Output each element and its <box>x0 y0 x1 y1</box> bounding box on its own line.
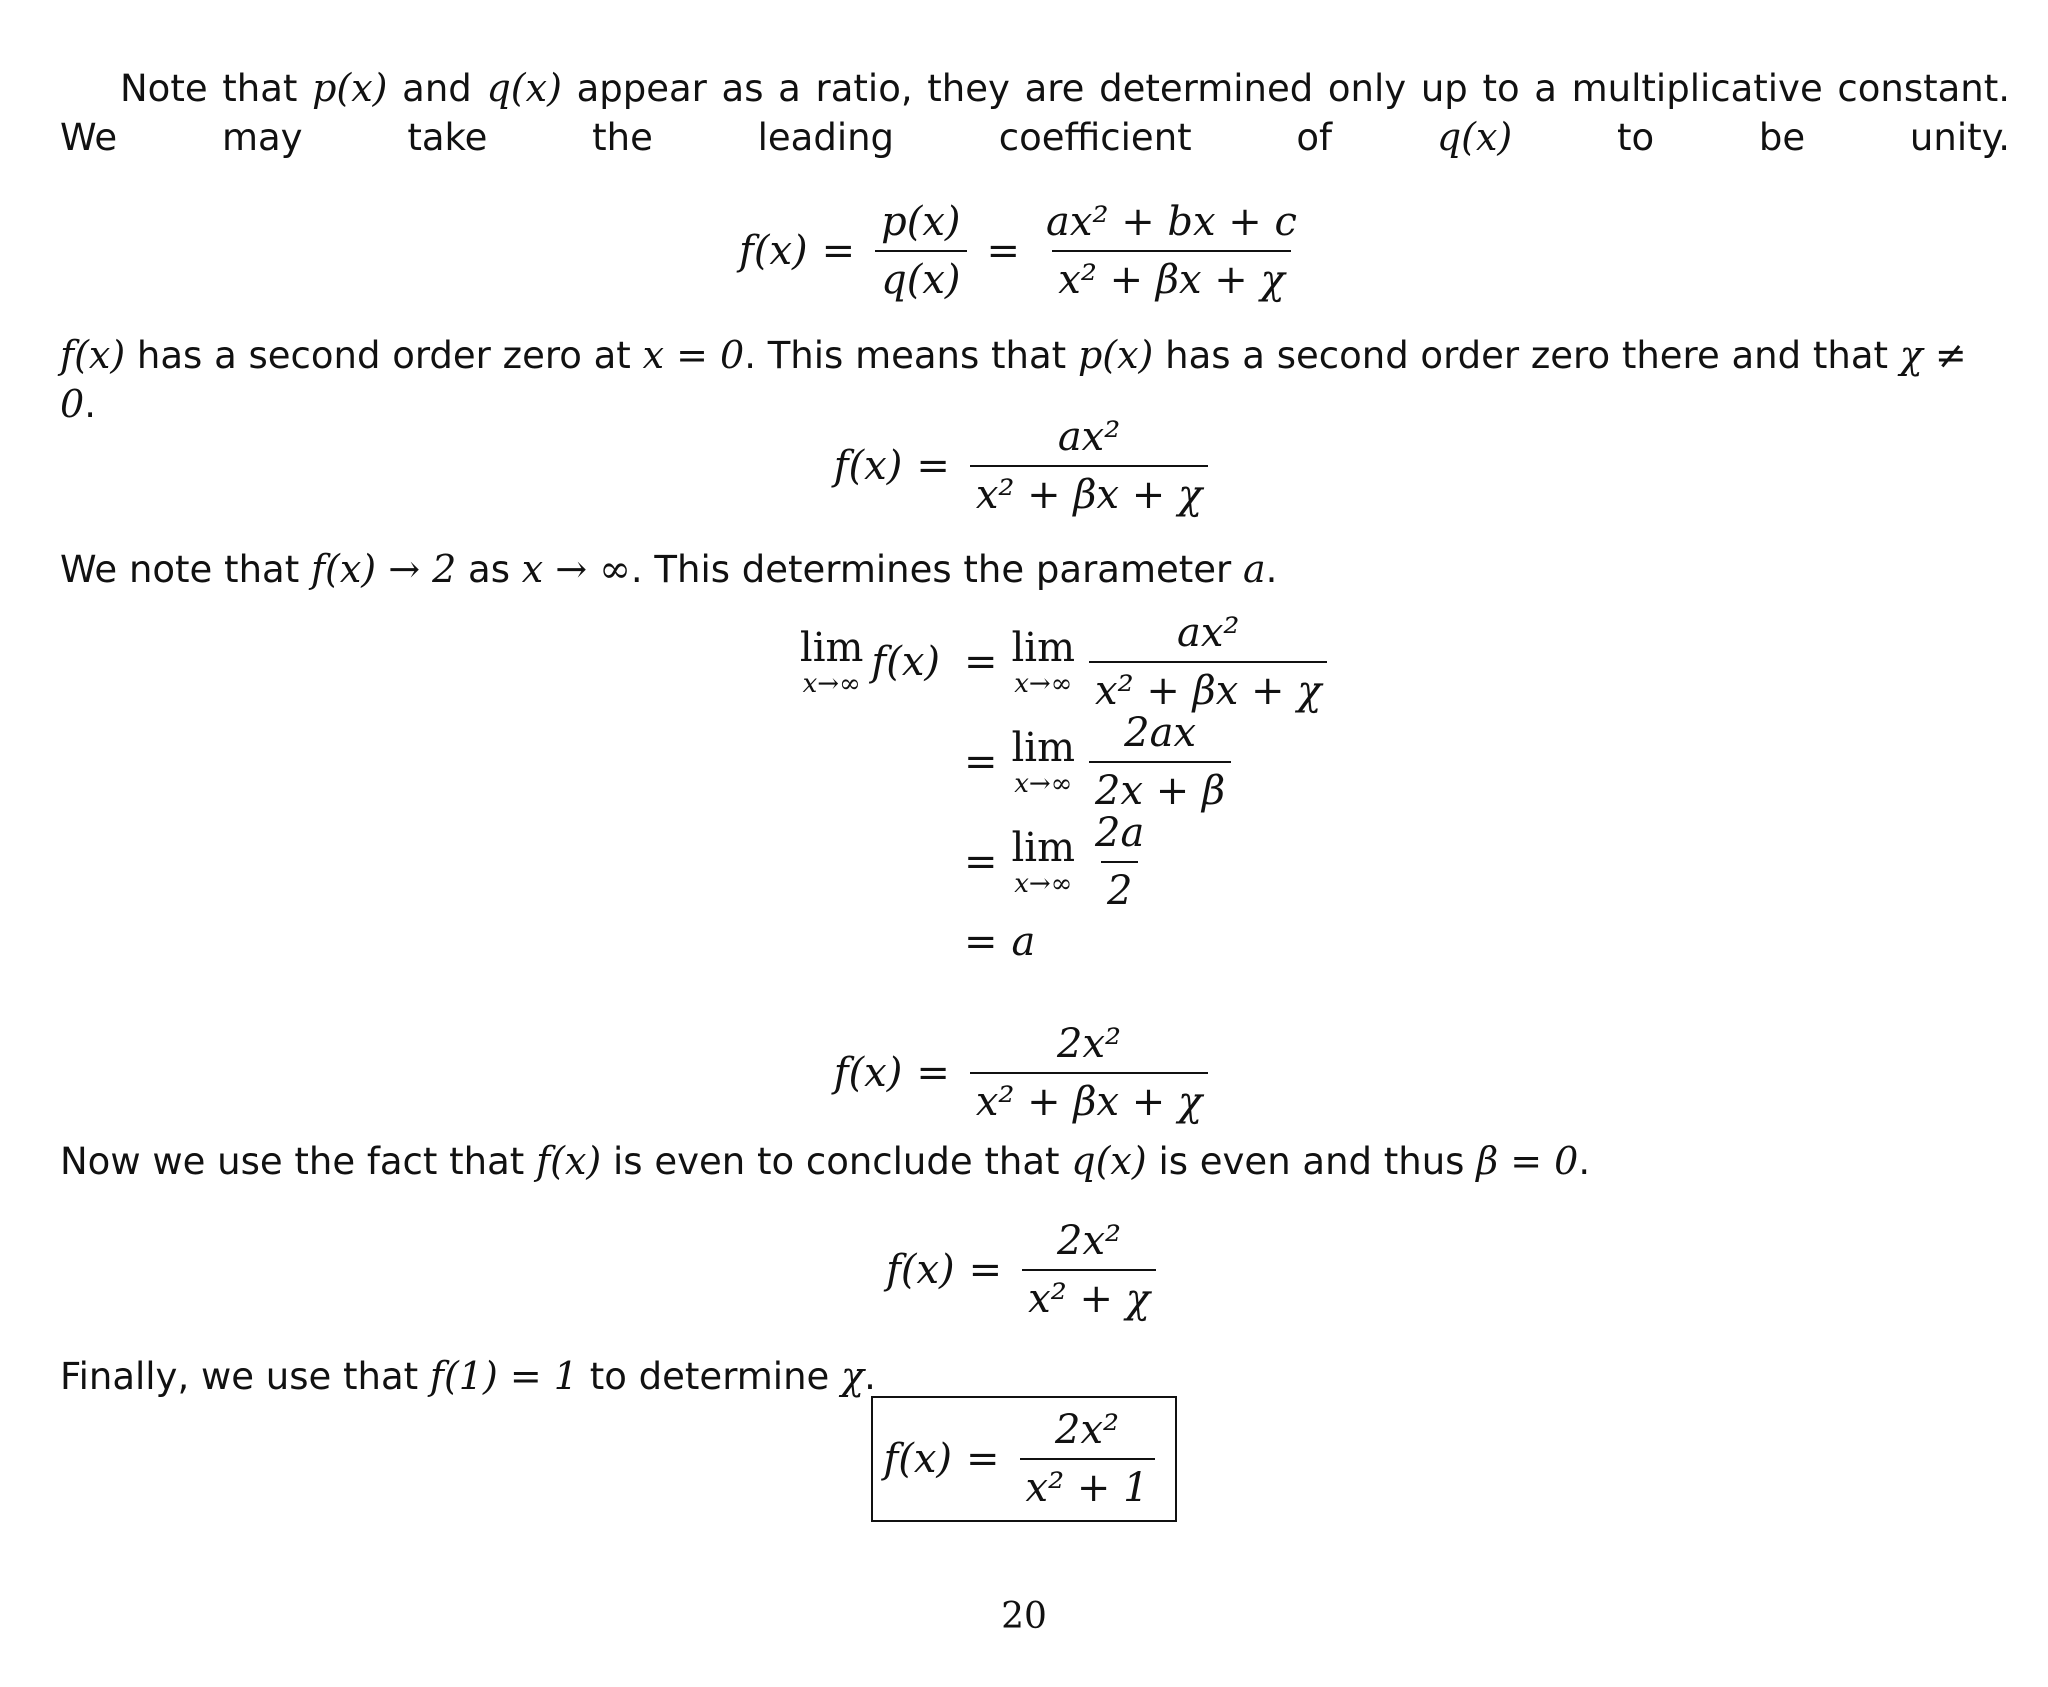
text: . This means that <box>744 334 1078 377</box>
eq-lhs: f(x) <box>886 1247 955 1293</box>
derivation-row-4 <box>610 912 1333 972</box>
text: . This determines the parameter <box>630 548 1244 591</box>
limit-operator <box>1012 826 1076 898</box>
numerator: 2x² <box>1057 1218 1122 1264</box>
text: to be unity. <box>1512 116 2010 159</box>
equals-sign: = <box>986 228 1021 274</box>
denominator: 2x + β <box>1089 761 1231 815</box>
math-qx: q(x) <box>1071 1139 1147 1183</box>
derivation-result: a <box>1011 919 1036 965</box>
text: is even and thus <box>1146 1140 1477 1183</box>
lim-word: lim <box>1011 625 1076 671</box>
text: Now we use the fact that <box>60 1140 537 1183</box>
derivation-row-3 <box>610 812 1333 912</box>
derivation-rhs <box>1012 709 1238 815</box>
numerator: 2x² <box>1057 1021 1122 1067</box>
eq-lhs: f(x) <box>739 228 808 274</box>
numerator: p(x) <box>881 199 961 245</box>
equals-sign: = <box>964 839 998 885</box>
math-px: p(x) <box>1077 333 1154 377</box>
fraction-general-quadratic <box>1040 198 1303 304</box>
limit-operator <box>1012 726 1076 798</box>
text: . <box>84 383 96 426</box>
limit-operator <box>1012 626 1076 698</box>
text: . <box>1265 548 1278 591</box>
equation-f-ratio <box>0 198 2048 304</box>
equation-f-2x2-chi <box>0 1217 2048 1323</box>
limit-derivation <box>770 612 1333 972</box>
paragraph-limit-note <box>60 545 2010 594</box>
denominator: 2 <box>1101 861 1138 915</box>
eq-lhs: f(x) <box>871 639 940 685</box>
equals-sign: = <box>821 228 856 274</box>
fraction <box>970 1020 1208 1126</box>
numerator: ax² + bx + c <box>1046 199 1297 245</box>
fraction <box>970 413 1208 519</box>
equation-final-result <box>0 1396 2048 1522</box>
fraction <box>1020 1406 1155 1512</box>
equals-sign: = <box>964 639 998 685</box>
text: . <box>1578 1140 1591 1183</box>
math-f1-equals-1: f(1) = 1 <box>429 1354 578 1398</box>
fraction <box>1089 609 1327 715</box>
text: . <box>864 1355 876 1398</box>
denominator: x² + 1 <box>1020 1458 1155 1512</box>
math-limit: f(x) → 2 <box>310 547 457 591</box>
fraction <box>1089 709 1231 815</box>
lim-word: lim <box>1011 825 1076 871</box>
lim-word: lim <box>799 625 864 671</box>
text: Finally, we use that <box>60 1355 430 1398</box>
denominator: x² + βx + χ <box>1089 661 1327 715</box>
equation-f-ax2 <box>0 413 2048 519</box>
text: appear as a ratio, they are determined only up to a multiplicative constant. We may take the leading coefficient of <box>60 67 2011 159</box>
text: is even to conclude that <box>601 1140 1072 1183</box>
fraction-p-over-q <box>875 198 966 304</box>
boxed-result <box>871 1396 1176 1522</box>
eq-lhs: f(x) <box>883 1436 953 1482</box>
math-qx: q(x) <box>486 66 562 110</box>
denominator: x² + βx + χ <box>1052 250 1290 304</box>
eq-lhs: f(x) <box>833 443 903 489</box>
fraction <box>1089 809 1150 915</box>
math-chi-nonzero: χ ≠ 0 <box>60 333 1967 426</box>
derivation-rhs <box>1012 809 1157 915</box>
lim-word: lim <box>1011 725 1076 771</box>
equals-sign: = <box>916 443 950 489</box>
numerator: 2x² <box>1055 1407 1120 1453</box>
denominator: x² + βx + χ <box>970 465 1208 519</box>
limit-operator <box>800 626 864 698</box>
derivation-row-1 <box>610 612 1333 712</box>
derivation-row-2 <box>610 712 1333 812</box>
math-qx: q(x) <box>1436 115 1513 159</box>
math-x-equals-zero: x = 0 <box>642 333 745 377</box>
equals-sign: = <box>964 739 998 785</box>
text: to determine <box>578 1355 842 1398</box>
denominator: q(x) <box>875 250 966 304</box>
equals-sign: = <box>966 1436 1000 1482</box>
paragraph-final-condition <box>60 1352 2010 1401</box>
denominator: x² + χ <box>1022 1269 1156 1323</box>
derivation-lhs <box>610 626 950 698</box>
equation-f-2x2-beta <box>0 1020 2048 1126</box>
derivation-rhs <box>1012 609 1334 715</box>
paragraph-even-function <box>60 1137 2010 1186</box>
eq-lhs: f(x) <box>833 1050 903 1096</box>
fraction <box>1022 1217 1156 1323</box>
equals-sign: = <box>964 919 998 965</box>
math-chi: χ <box>841 1354 865 1398</box>
text: has a second order zero at <box>125 334 643 377</box>
page-number: 20 <box>1001 1596 1047 1637</box>
numerator: 2ax <box>1124 710 1196 756</box>
math-a: a <box>1243 547 1266 591</box>
text: Note that <box>120 67 313 110</box>
numerator: 2a <box>1095 810 1145 856</box>
numerator: ax² <box>1177 610 1240 656</box>
text: We note that <box>60 548 311 591</box>
math-fx: f(x) <box>60 333 126 377</box>
lim-subscript: x→∞ <box>802 669 861 699</box>
text: as <box>456 548 522 591</box>
equals-sign: = <box>916 1050 950 1096</box>
numerator: ax² <box>1057 414 1121 460</box>
math-x-to-infinity: x → ∞ <box>521 547 631 591</box>
equals-sign: = <box>968 1247 1003 1293</box>
text: and <box>387 67 487 110</box>
math-px: p(x) <box>312 66 388 110</box>
lim-subscript: x→∞ <box>1014 669 1073 699</box>
lim-subscript: x→∞ <box>1014 869 1073 899</box>
math-beta-zero: β = 0 <box>1476 1139 1579 1183</box>
math-fx: f(x) <box>536 1139 602 1183</box>
lim-subscript: x→∞ <box>1014 769 1073 799</box>
denominator: x² + βx + χ <box>970 1072 1208 1126</box>
text: has a second order zero there and that <box>1153 334 1900 377</box>
paragraph-ratio-note <box>60 64 2010 210</box>
